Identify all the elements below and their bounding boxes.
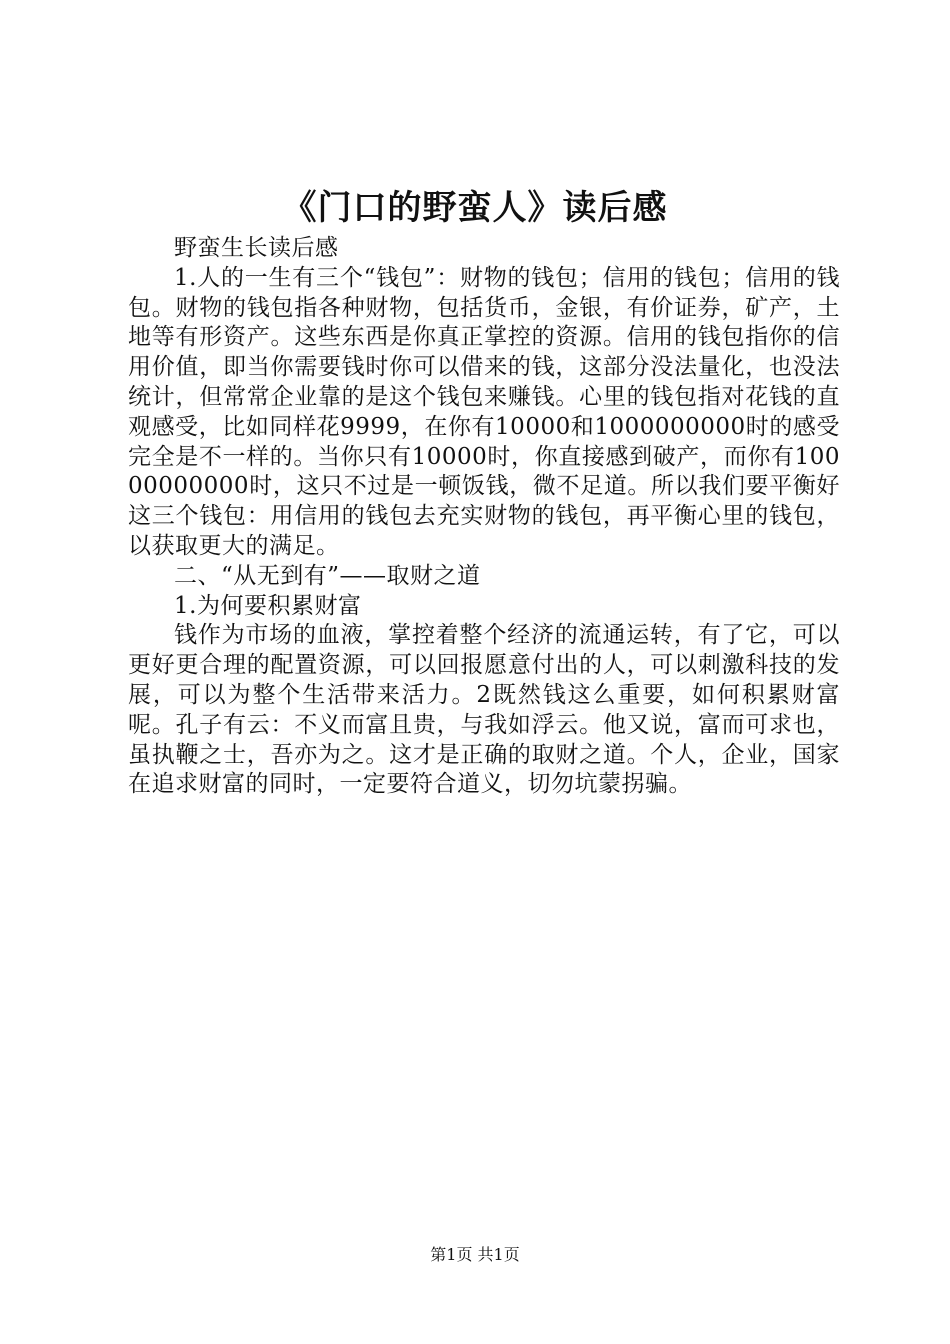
document-body xyxy=(128,234,840,800)
paragraph-three-wallets: 1.人的一生有三个“钱包”：财物的钱包；信用的钱包；信用的钱包。财物的钱包指各种财物，包括货币，金银，有价证券，矿产，土地等有形资产。这些东西是你真正掌控的资源。信用的钱包指你的信用价值，即当你需要钱时你可以借来的钱，这部分没法量化，也没法统计，但常常企业靠的是这个钱包来赚钱。心里的钱包指对花钱的直观感受，比如同样花9999，在你有10000和1000000000时的感受完全是不一样的。当你只有10000时，你直接感到破产，而你有10000000000时，这只不过是一顿饭钱，微不足道。所以我们要平衡好这三个钱包：用信用的钱包去充实财物的钱包，再平衡心里的钱包，以获取更大的满足。 xyxy=(128,264,840,559)
page-footer: 第1页 共1页 xyxy=(430,1245,520,1264)
paragraph-wealth: 钱作为市场的血液，掌控着整个经济的流通运转，有了它，可以更好更合理的配置资源，可以回报愿意付出的人，可以刺激科技的发展，可以为整个生活带来活力。2既然钱这么重要，如何积累财富呢。孔子有云：不义而富且贵，与我如浮云。他又说，富而可求也，虽执鞭之士，吾亦为之。这才是正确的取财之道。个人，企业，国家在追求财富的同时，一定要符合道义，切勿坑蒙拐骗。 xyxy=(128,622,840,798)
paragraph-section-heading: 二、“从无到有”——取财之道 xyxy=(174,562,481,589)
paragraph-subtitle: 野蛮生长读后感 xyxy=(174,235,339,261)
paragraph-subheading: 1.为何要积累财富 xyxy=(174,592,362,619)
document-title: 《门口的野蛮人》读后感 xyxy=(282,188,668,228)
